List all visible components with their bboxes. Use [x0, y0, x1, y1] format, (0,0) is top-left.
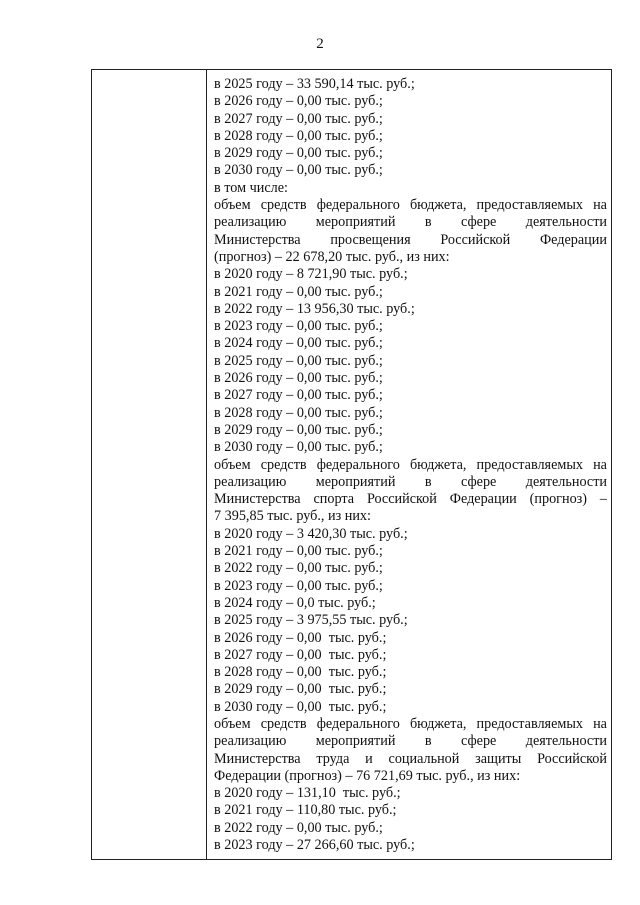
text-line: в том числе: — [214, 179, 288, 196]
page-number: 2 — [316, 36, 324, 52]
text-line: в 2023 году – 0,00 тыс. руб.; — [214, 318, 383, 335]
text-line: в 2024 году – 0,00 тыс. руб.; — [214, 335, 383, 352]
text-line: в 2022 году – 13 956,30 тыс. руб.; — [214, 300, 415, 317]
text-line: в 2026 году – 0,00 тыс. руб.; — [214, 629, 387, 646]
text-line: Министерства просвещения Российской Федерации — [214, 231, 607, 248]
text-line: в 2027 году – 0,00 тыс. руб.; — [214, 387, 383, 404]
text-line: в 2028 году – 0,00 тыс. руб.; — [214, 404, 383, 421]
table-left-cell — [92, 70, 207, 859]
text-line: в 2027 году – 0,00 тыс. руб.; — [214, 646, 387, 663]
text-line: в 2026 году – 0,00 тыс. руб.; — [214, 93, 383, 110]
text-line: в 2024 году – 0,0 тыс. руб.; — [214, 594, 376, 611]
text-line: в 2021 году – 0,00 тыс. руб.; — [214, 283, 383, 300]
text-line: реализацию мероприятий в сфере деятельности — [214, 733, 607, 750]
text-line: в 2025 году – 3 975,55 тыс. руб.; — [214, 612, 408, 629]
text-line: в 2030 году – 0,00 тыс. руб.; — [214, 698, 387, 715]
text-line: реализацию мероприятий в сфере деятельности — [214, 214, 607, 231]
text-line: (прогноз) – 22 678,20 тыс. руб., из них: — [214, 248, 450, 265]
text-line: в 2023 году – 27 266,60 тыс. руб.; — [214, 837, 415, 854]
document-table — [91, 69, 612, 860]
text-line: в 2021 году – 0,00 тыс. руб.; — [214, 543, 383, 560]
text-line: в 2028 году – 0,00 тыс. руб.; — [214, 664, 387, 681]
text-line: в 2026 году – 0,00 тыс. руб.; — [214, 370, 383, 387]
text-line: Министерства труда и социальной защиты Российской — [214, 750, 607, 767]
text-line: в 2021 году – 110,80 тыс. руб.; — [214, 802, 397, 819]
text-line: объем средств федерального бюджета, предоставляемых на — [214, 456, 607, 473]
text-line: в 2023 году – 0,00 тыс. руб.; — [214, 577, 383, 594]
text-line: в 2030 году – 0,00 тыс. руб.; — [214, 162, 383, 179]
text-line: объем средств федерального бюджета, предоставляемых на — [214, 197, 607, 214]
text-line: в 2029 году – 0,00 тыс. руб.; — [214, 145, 383, 162]
text-line: в 2022 году – 0,00 тыс. руб.; — [214, 560, 383, 577]
text-line: реализацию мероприятий в сфере деятельности — [214, 473, 607, 490]
text-line: в 2020 году – 3 420,30 тыс. руб.; — [214, 525, 408, 542]
text-line: в 2020 году – 8 721,90 тыс. руб.; — [214, 266, 408, 283]
text-line: в 2025 году – 0,00 тыс. руб.; — [214, 352, 383, 369]
text-line: в 2029 году – 0,00 тыс. руб.; — [214, 421, 383, 438]
text-line: Министерства спорта Российской Федерации (прогноз) – — [214, 491, 607, 508]
text-line: объем средств федерального бюджета, предоставляемых на — [214, 715, 607, 732]
text-line: Федерации (прогноз) – 76 721,69 тыс. руб., из них: — [214, 767, 521, 784]
text-line: в 2022 году – 0,00 тыс. руб.; — [214, 819, 383, 836]
text-line: в 2030 году – 0,00 тыс. руб.; — [214, 439, 383, 456]
table-right-cell — [207, 70, 611, 859]
text-line: в 2027 году – 0,00 тыс. руб.; — [214, 110, 383, 127]
text-line: в 2020 году – 131,10 тыс. руб.; — [214, 785, 401, 802]
text-line: 7 395,85 тыс. руб., из них: — [214, 508, 371, 525]
text-line: в 2025 году – 33 590,14 тыс. руб.; — [214, 76, 415, 92]
text-line: в 2029 году – 0,00 тыс. руб.; — [214, 681, 387, 698]
text-line: в 2028 году – 0,00 тыс. руб.; — [214, 127, 383, 144]
